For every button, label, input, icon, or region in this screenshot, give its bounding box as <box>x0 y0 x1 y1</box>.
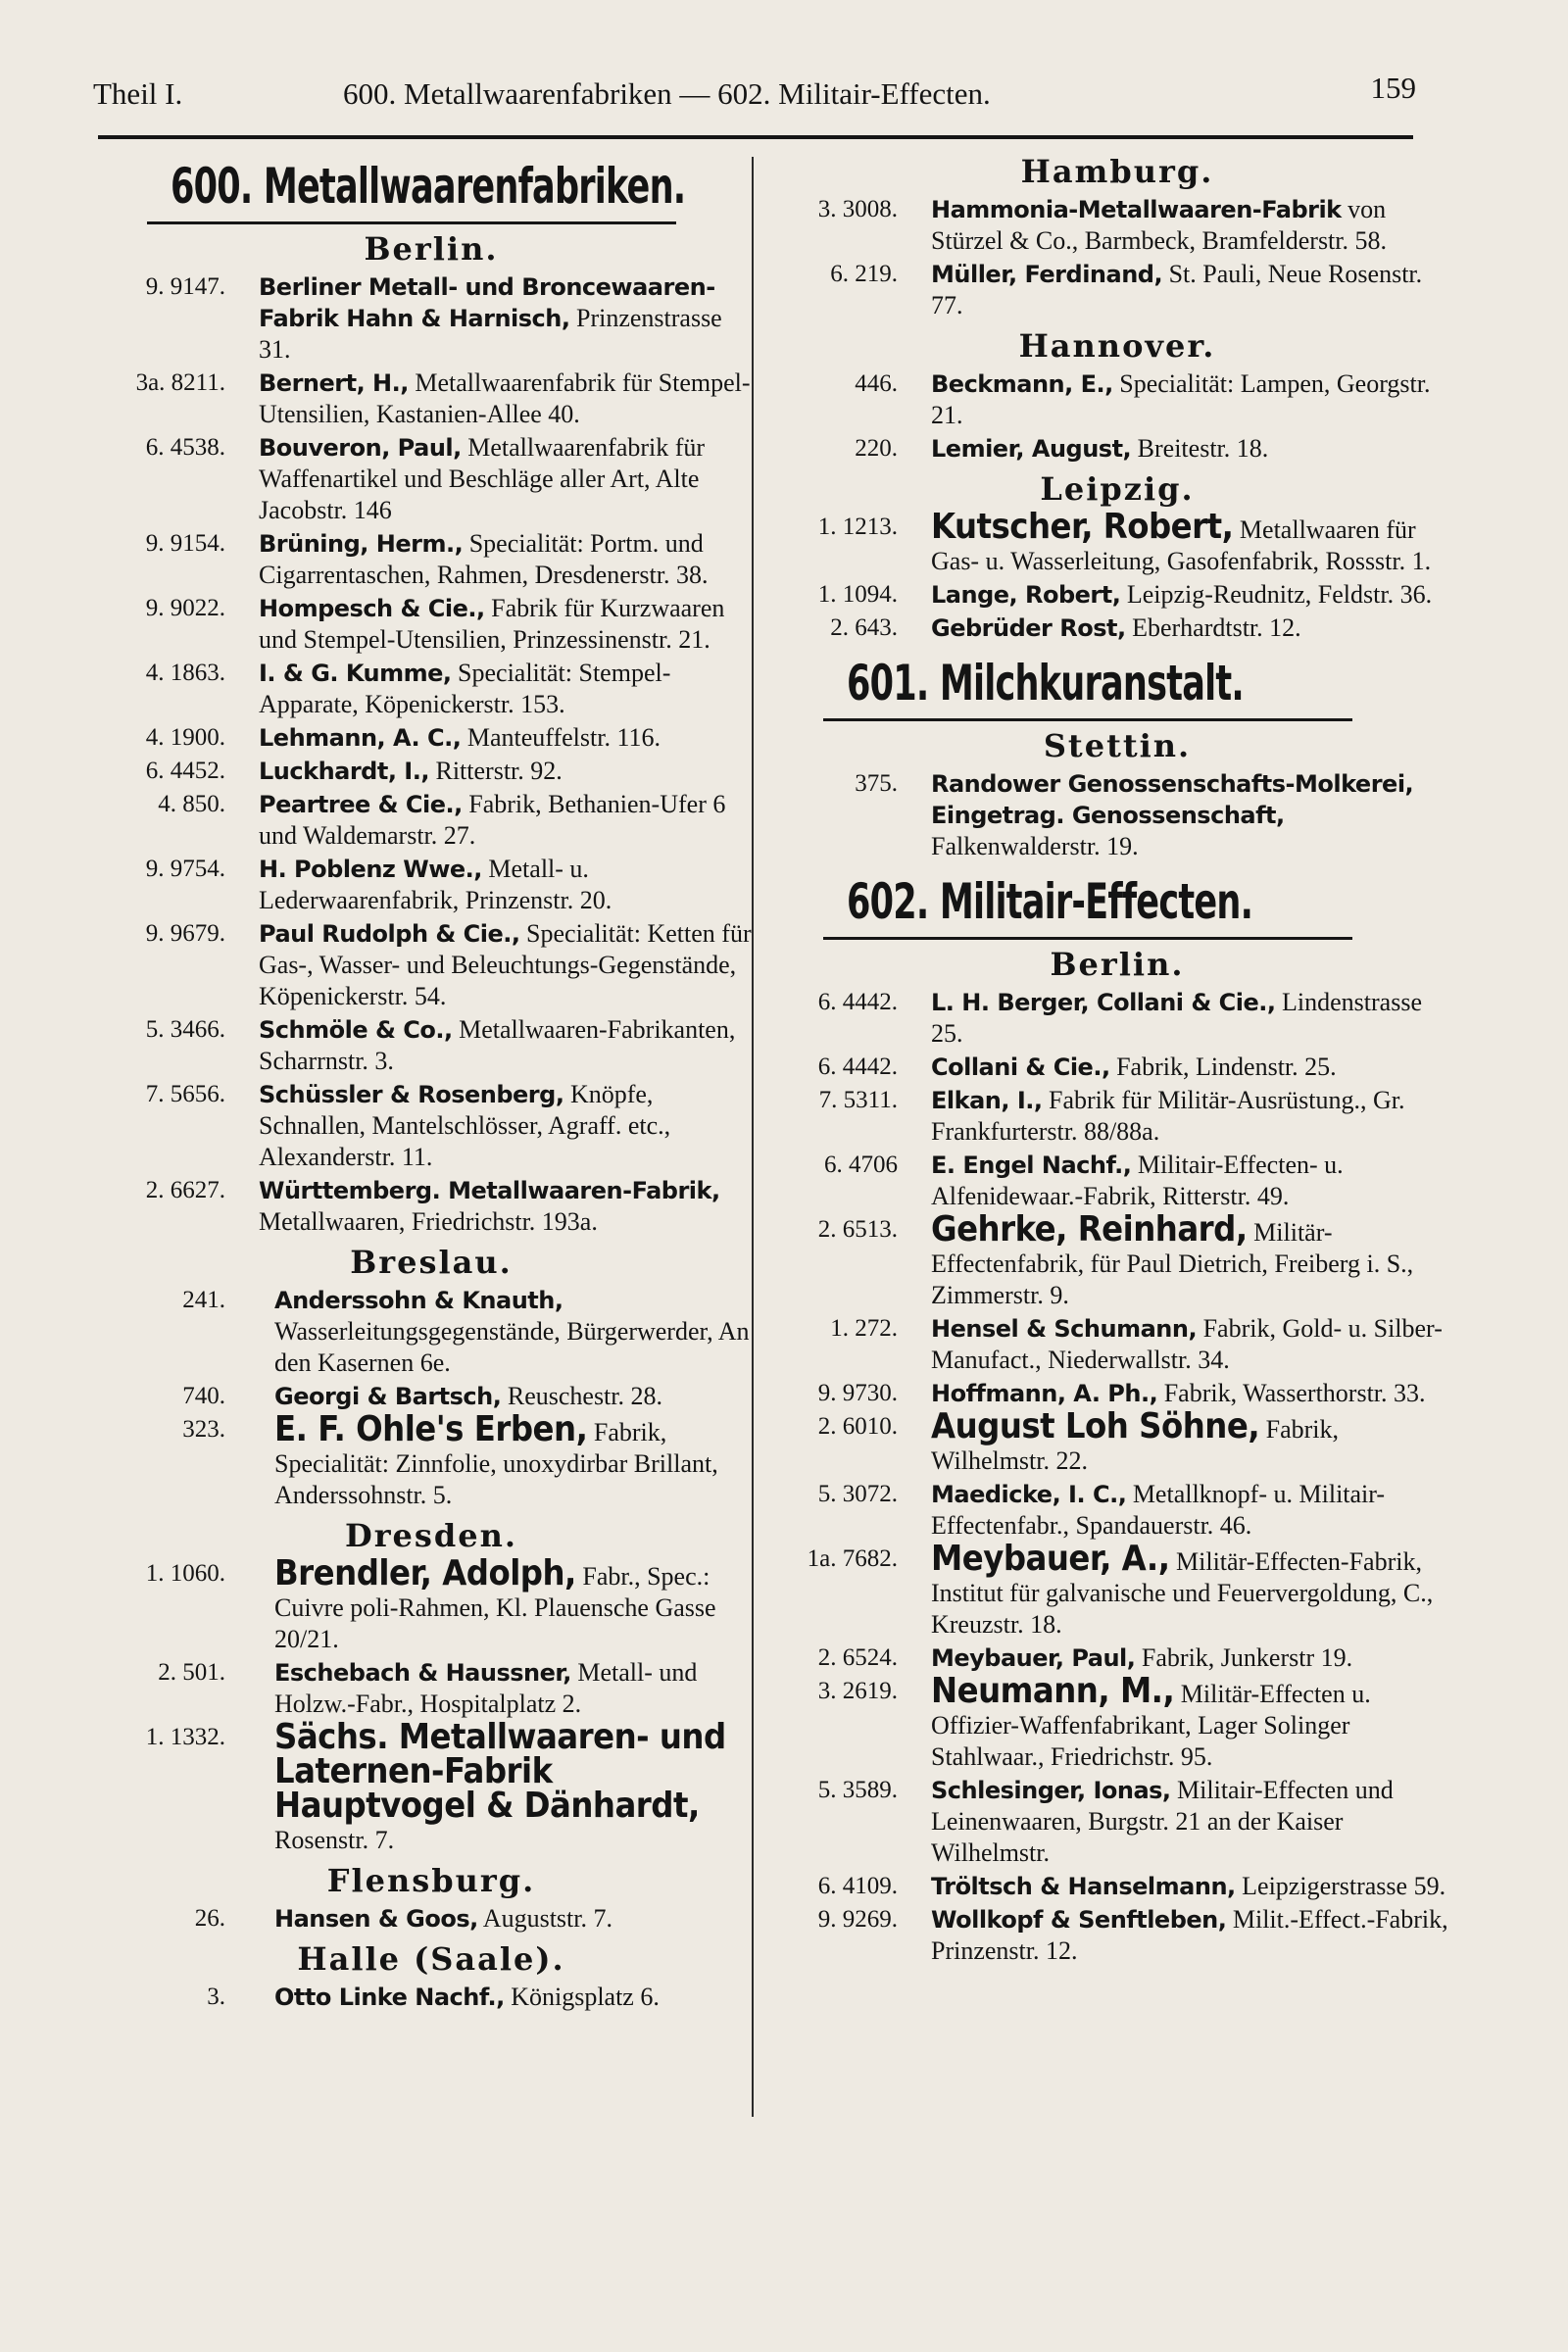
directory-entry <box>108 593 755 656</box>
header-title: 600. Metallwaarenfabriken — 602. Militair-Effecten. <box>343 76 991 111</box>
entry-number: 6. 4109. <box>817 1873 898 1899</box>
directory-entry <box>108 1409 755 1511</box>
running-header <box>93 71 1416 118</box>
directory-entry <box>784 1479 1450 1542</box>
directory-entry <box>108 1175 755 1238</box>
directory-entry <box>108 1657 755 1720</box>
entry-details: Specialität: Ketten für Gas-, Wasser- und Beleuchtungs-Gegenstände, Köpenickerstr. 54. <box>259 919 752 1010</box>
entry-firm-name: Bernert, H., <box>259 369 409 397</box>
entry-number: 1a. 7682. <box>807 1545 898 1572</box>
entry-number: 446. <box>855 370 898 397</box>
entry-number: 9. 9679. <box>145 920 225 947</box>
entry-firm-name: Gebrüder Rost, <box>931 614 1126 642</box>
entry-details: Fabrik, Gold- u. Silber-Manufact., Niederwallstr. 34. <box>931 1314 1443 1374</box>
entry-number: 3. <box>207 1984 225 2010</box>
entry-details: Fabrik, Lindenstr. 25. <box>1109 1053 1337 1081</box>
entry-firm-name: Lemier, August, <box>931 435 1132 463</box>
entry-number: 2. 6627. <box>145 1177 225 1203</box>
entry-firm-name: Gehrke, Reinhard, <box>931 1209 1248 1250</box>
entry-number: 4. 1863. <box>145 660 225 686</box>
entry-number: 6. 4706 <box>824 1152 898 1178</box>
entry-firm-name: Anderssohn & Knauth, <box>274 1287 564 1314</box>
entry-details: Metallwaaren-Fabrikanten, Scharrnstr. 3. <box>259 1015 736 1075</box>
entry-number: 7. 5656. <box>145 1081 225 1107</box>
entry-details: Leipzigerstrasse 59. <box>1235 1872 1446 1900</box>
entry-details: Ritterstr. 92. <box>428 757 563 785</box>
entry-firm-name: Brendler, Adolph, <box>274 1553 576 1593</box>
entry-firm-name: H. Poblenz Wwe., <box>259 856 482 883</box>
section-heading-601: 601. Milchkuranstalt. <box>847 655 1244 711</box>
directory-entry <box>108 756 755 787</box>
entry-firm-name: Schlesinger, Ionas, <box>931 1777 1171 1804</box>
entry-firm-name: Schmöle & Co., <box>259 1016 453 1044</box>
directory-entry <box>108 1982 755 2013</box>
directory-entry <box>784 612 1450 644</box>
entry-firm-name: Berliner Metall- und Broncewaaren-Fabrik Hahn & Harnisch, <box>259 273 715 332</box>
entry-firm-name: Wollkopf & Senftleben, <box>931 1906 1227 1934</box>
city-heading-berlin-602: Berlin. <box>1050 946 1185 983</box>
entry-number: 241. <box>182 1287 225 1313</box>
entry-details: Leipzig-Reudnitz, Feldstr. 36. <box>1120 580 1433 609</box>
directory-entry <box>784 1052 1450 1083</box>
directory-entry <box>108 1717 755 1856</box>
directory-entry <box>784 1642 1450 1674</box>
entry-details: Militair-Effecten und Leinenwaaren, Burgstr. 21 an der Kaiser Wilhelmstr. <box>931 1776 1394 1867</box>
entry-details: Breitestr. 18. <box>1131 434 1269 463</box>
entry-details: Specialität: Stempel-Apparate, Köpenickerstr. 153. <box>259 659 671 718</box>
directory-entry <box>784 1775 1450 1869</box>
entries-hannover <box>784 368 1450 465</box>
directory-entry <box>784 768 1450 862</box>
city-heading-hamburg: Hamburg. <box>1020 153 1214 190</box>
entry-firm-name: Peartree & Cie., <box>259 791 463 818</box>
entry-number: 2. 643. <box>830 614 898 641</box>
entries-flensburg <box>108 1903 755 1935</box>
entry-number: 9. 9022. <box>145 595 225 621</box>
section-heading-600: 600. Metallwaarenfabriken. <box>171 158 686 215</box>
entry-number: 375. <box>855 770 898 797</box>
entry-details: Fabrik, Bethanien-Ufer 6 und Waldemarstr. 27. <box>259 790 726 850</box>
directory-entry <box>784 1406 1450 1477</box>
entry-firm-name: Georgi & Bartsch, <box>274 1383 502 1410</box>
directory-entry <box>784 507 1450 577</box>
city-heading-berlin: Berlin. <box>364 230 499 268</box>
section-rule <box>823 937 1352 940</box>
entry-details: Fabrik, Junkerstr 19. <box>1135 1643 1353 1672</box>
entry-number: 9. 9730. <box>817 1380 898 1406</box>
section-heading-602: 602. Militair-Effecten. <box>847 873 1253 930</box>
entry-number: 1. 1332. <box>145 1724 225 1750</box>
entry-firm-name: Maedicke, I. C., <box>931 1481 1127 1508</box>
directory-entry <box>108 918 755 1012</box>
entry-details: Fabrik für Militär-Ausrüstung., Gr. Frankfurterstr. 88/88a. <box>931 1086 1405 1146</box>
city-heading-breslau: Breslau. <box>350 1244 513 1281</box>
entry-number: 740. <box>182 1383 225 1409</box>
entry-firm-name: Bouveron, Paul, <box>259 434 462 462</box>
entry-details: Prinzenstrasse 31. <box>259 304 722 364</box>
entry-number: 5. 3466. <box>145 1016 225 1043</box>
entry-details: Knöpfe, Schnallen, Mantelschlösser, Agraff. etc., Alexanderstr. 11. <box>259 1080 671 1171</box>
entry-number: 9. 9754. <box>145 856 225 882</box>
entry-number: 9. 9147. <box>145 273 225 300</box>
entry-firm-name: Beckmann, E., <box>931 370 1113 398</box>
entry-details: Metall- und Holzw.-Fabr., Hospitalplatz 2. <box>274 1658 698 1718</box>
entries-berlin-602 <box>784 987 1450 1967</box>
directory-entry <box>108 528 755 591</box>
directory-entry <box>108 368 755 430</box>
entry-details: Metallknopf- u. Militair-Effectenfabr., Spandauerstr. 46. <box>931 1480 1386 1540</box>
directory-entry <box>108 1014 755 1077</box>
directory-entry <box>784 1313 1450 1376</box>
entry-details: von Stürzel & Co., Barmbeck, Bramfelderstr. 58. <box>931 195 1388 255</box>
entry-firm-name: Lange, Robert, <box>931 581 1121 609</box>
entry-firm-name: Luckhardt, I., <box>259 758 429 785</box>
directory-entry <box>108 722 755 754</box>
entry-number: 2. 6010. <box>817 1413 898 1440</box>
entry-details: Militär-Effectenfabrik, für Paul Dietrich, Freiberg i. S., Zimmerstr. 9. <box>931 1218 1414 1309</box>
entry-number: 5. 3072. <box>817 1481 898 1507</box>
entry-details: Militär-Effecten-Fabrik, Institut für galvanische und Feuervergoldung, C., Kreuzstr. 18. <box>931 1547 1434 1639</box>
entry-firm-name: E. F. Ohle's Erben, <box>274 1409 588 1449</box>
entry-number: 6. 4452. <box>145 758 225 784</box>
directory-entry <box>784 368 1450 431</box>
entry-firm-name: E. Engel Nachf., <box>931 1152 1132 1179</box>
entry-number: 3a. 8211. <box>135 369 225 396</box>
entry-firm-name: Meybauer, Paul, <box>931 1644 1136 1672</box>
city-heading-stettin: Stettin. <box>1043 727 1192 764</box>
directory-entry <box>784 1871 1450 1902</box>
entry-firm-name: Collani & Cie., <box>931 1054 1110 1081</box>
entry-number: 2. 501. <box>158 1659 225 1686</box>
entry-number: 4. 850. <box>158 791 225 817</box>
entry-number: 9. 9269. <box>817 1906 898 1933</box>
entry-number: 220. <box>855 435 898 462</box>
directory-entry <box>108 1285 755 1379</box>
entry-details: St. Pauli, Neue Rosenstr. 77. <box>931 260 1423 319</box>
entry-firm-name: Sächs. Metallwaaren- und Laternen-Fabrik Hauptvogel & Dänhardt, <box>274 1717 726 1826</box>
directory-entry <box>784 1150 1450 1212</box>
right-column <box>784 147 1450 1969</box>
entry-firm-name: Kutscher, Robert, <box>931 507 1234 547</box>
entry-number: 9. 9154. <box>145 530 225 557</box>
entry-number: 3. 2619. <box>817 1678 898 1704</box>
directory-entry <box>108 1553 755 1655</box>
entry-details: Specialität: Portm. und Cigarrentaschen, Rahmen, Dresdenerstr. 38. <box>259 529 709 589</box>
entry-details: Metallwaarenfabrik für Stempel-Utensilien, Kastanien-Allee 40. <box>259 368 751 428</box>
directory-entry <box>784 1378 1450 1409</box>
entry-details: Fabr., Spec.: Cuivre poli-Rahmen, Kl. Plauensche Gasse 20/21. <box>274 1562 716 1653</box>
entries-leipzig <box>784 507 1450 644</box>
entries-berlin-600 <box>108 271 755 1238</box>
city-heading-leipzig: Leipzig. <box>1040 470 1195 508</box>
entry-details: Manteuffelstr. 116. <box>461 723 661 752</box>
entry-details: Fabrik, Wasserthorstr. 33. <box>1157 1379 1426 1407</box>
entries-hamburg <box>784 194 1450 321</box>
entry-firm-name: Lehmann, A. C., <box>259 724 462 752</box>
entry-number: 6. 4442. <box>817 1054 898 1080</box>
directory-entry <box>108 789 755 852</box>
entry-details: Militär-Effecten u. Offizier-Waffenfabrikant, Lager Solinger Stahlwaar., Friedrichstr. 95. <box>931 1680 1371 1771</box>
entry-number: 1. 272. <box>830 1315 898 1342</box>
entry-number: 2. 6513. <box>817 1216 898 1243</box>
directory-entry <box>108 1381 755 1412</box>
city-heading-hannover: Hannover. <box>1018 327 1216 365</box>
entry-firm-name: Elkan, I., <box>931 1087 1043 1114</box>
entry-details: Eberhardtstr. 12. <box>1125 613 1301 642</box>
directory-entry <box>784 1539 1450 1641</box>
entry-number: 5. 3589. <box>817 1777 898 1803</box>
entry-number: 3. 3008. <box>817 196 898 222</box>
city-heading-flensburg: Flensburg. <box>326 1862 536 1899</box>
entry-firm-name: Paul Rudolph & Cie., <box>259 920 520 948</box>
entry-number: 6. 4442. <box>817 989 898 1015</box>
entry-details: Fabrik, Wilhelmstr. 22. <box>931 1415 1340 1475</box>
directory-entry <box>108 1903 755 1935</box>
entry-number: 7. 5311. <box>818 1087 898 1113</box>
entry-firm-name: Hoffmann, A. Ph., <box>931 1380 1158 1407</box>
directory-entry <box>784 259 1450 321</box>
directory-entry <box>108 432 755 526</box>
directory-entry <box>108 854 755 916</box>
page-number: 159 <box>1370 71 1416 105</box>
entry-number: 1. 1213. <box>817 514 898 540</box>
entry-details: Metallwaarenfabrik für Waffenartikel und Beschläge aller Art, Alte Jacobstr. 146 <box>259 433 706 524</box>
entry-details: Fabrik für Kurzwaaren und Stempel-Utensilien, Prinzessinenstr. 21. <box>259 594 725 654</box>
city-heading-halle: Halle (Saale). <box>297 1940 565 1978</box>
entry-firm-name: L. H. Berger, Collani & Cie., <box>931 989 1276 1016</box>
header-rule <box>98 135 1413 139</box>
directory-entry <box>784 579 1450 611</box>
directory-entry <box>108 658 755 720</box>
directory-entry <box>784 987 1450 1050</box>
entry-firm-name: Tröltsch & Hanselmann, <box>931 1873 1236 1900</box>
directory-entry <box>108 271 755 366</box>
directory-entry <box>784 1671 1450 1773</box>
entry-firm-name: Meybauer, A., <box>931 1539 1170 1579</box>
entry-details: Militair-Effecten- u. Alfenidewaar.-Fabrik, Ritterstr. 49. <box>931 1151 1344 1210</box>
directory-entry <box>784 433 1450 465</box>
entry-firm-name: Otto Linke Nachf., <box>274 1984 505 2011</box>
entry-details: Metall- u. Lederwaarenfabrik, Prinzenstr. 20. <box>259 855 612 914</box>
left-column <box>108 147 755 2015</box>
directory-entry <box>784 1209 1450 1311</box>
directory-entry <box>784 1085 1450 1148</box>
entry-firm-name: Hompesch & Cie., <box>259 595 485 622</box>
entry-number: 4. 1900. <box>145 724 225 751</box>
entry-details: Wasserleitungsgegenstände, Bürgerwerder, An den Kasernen 6e. <box>274 1317 750 1377</box>
entry-number: 26. <box>194 1905 225 1932</box>
entries-dresden <box>108 1553 755 1856</box>
entries-stettin <box>784 768 1450 862</box>
volume-label: Theil I. <box>93 76 183 111</box>
entry-details: Königsplatz 6. <box>504 1983 660 2011</box>
entry-details: Falkenwalderstr. 19. <box>931 832 1139 860</box>
entry-firm-name: Neumann, M., <box>931 1671 1175 1711</box>
section-rule <box>823 718 1352 721</box>
entry-firm-name: Hammonia-Metallwaaren-Fabrik <box>931 196 1342 223</box>
entry-number: 1. 1094. <box>817 581 898 608</box>
entry-number: 323. <box>182 1416 225 1443</box>
entry-firm-name: Schüssler & Rosenberg, <box>259 1081 564 1108</box>
entry-firm-name: Hensel & Schumann, <box>931 1315 1198 1343</box>
directory-entry <box>784 1904 1450 1967</box>
entry-firm-name: Eschebach & Haussner, <box>274 1659 571 1687</box>
entry-number: 6. 219. <box>830 261 898 287</box>
entry-details: Lindenstrasse 25. <box>931 988 1422 1048</box>
entry-firm-name: Brüning, Herm., <box>259 530 464 558</box>
entry-details: Auguststr. 7. <box>477 1904 612 1933</box>
entry-firm-name: Randower Genossenschafts-Molkerei, Eingetrag. Genossenschaft, <box>931 770 1414 829</box>
section-rule <box>147 221 676 224</box>
entry-number: 1. 1060. <box>145 1560 225 1587</box>
city-heading-dresden: Dresden. <box>344 1517 518 1554</box>
entry-number: 2. 6524. <box>817 1644 898 1671</box>
entry-details: Rosenstr. 7. <box>274 1826 395 1854</box>
entries-breslau <box>108 1285 755 1511</box>
entry-firm-name: I. & G. Kumme, <box>259 660 452 687</box>
entry-details: Metallwaaren für Gas- u. Wasserleitung, Gasofenfabrik, Rossstr. 1. <box>931 515 1432 575</box>
entry-details: Specialität: Lampen, Georgstr. 21. <box>931 369 1431 429</box>
directory-entry <box>108 1079 755 1173</box>
entry-number: 6. 4538. <box>145 434 225 461</box>
entry-firm-name: Württemberg. Metallwaaren-Fabrik, <box>259 1177 720 1204</box>
entry-firm-name: Hansen & Goos, <box>274 1905 478 1933</box>
entry-details: Reuschestr. 28. <box>501 1382 663 1410</box>
entry-firm-name: August Loh Söhne, <box>931 1406 1260 1446</box>
entry-details: Milit.-Effect.-Fabrik, Prinzenstr. 12. <box>931 1905 1448 1965</box>
entries-halle <box>108 1982 755 2013</box>
entry-details: Fabrik, Specialität: Zinnfolie, unoxydirbar Brillant, Anderssohnstr. 5. <box>274 1418 718 1509</box>
directory-entry <box>784 194 1450 257</box>
entry-firm-name: Müller, Ferdinand, <box>931 261 1163 288</box>
entry-details: Metallwaaren, Friedrichstr. 193a. <box>259 1207 598 1236</box>
